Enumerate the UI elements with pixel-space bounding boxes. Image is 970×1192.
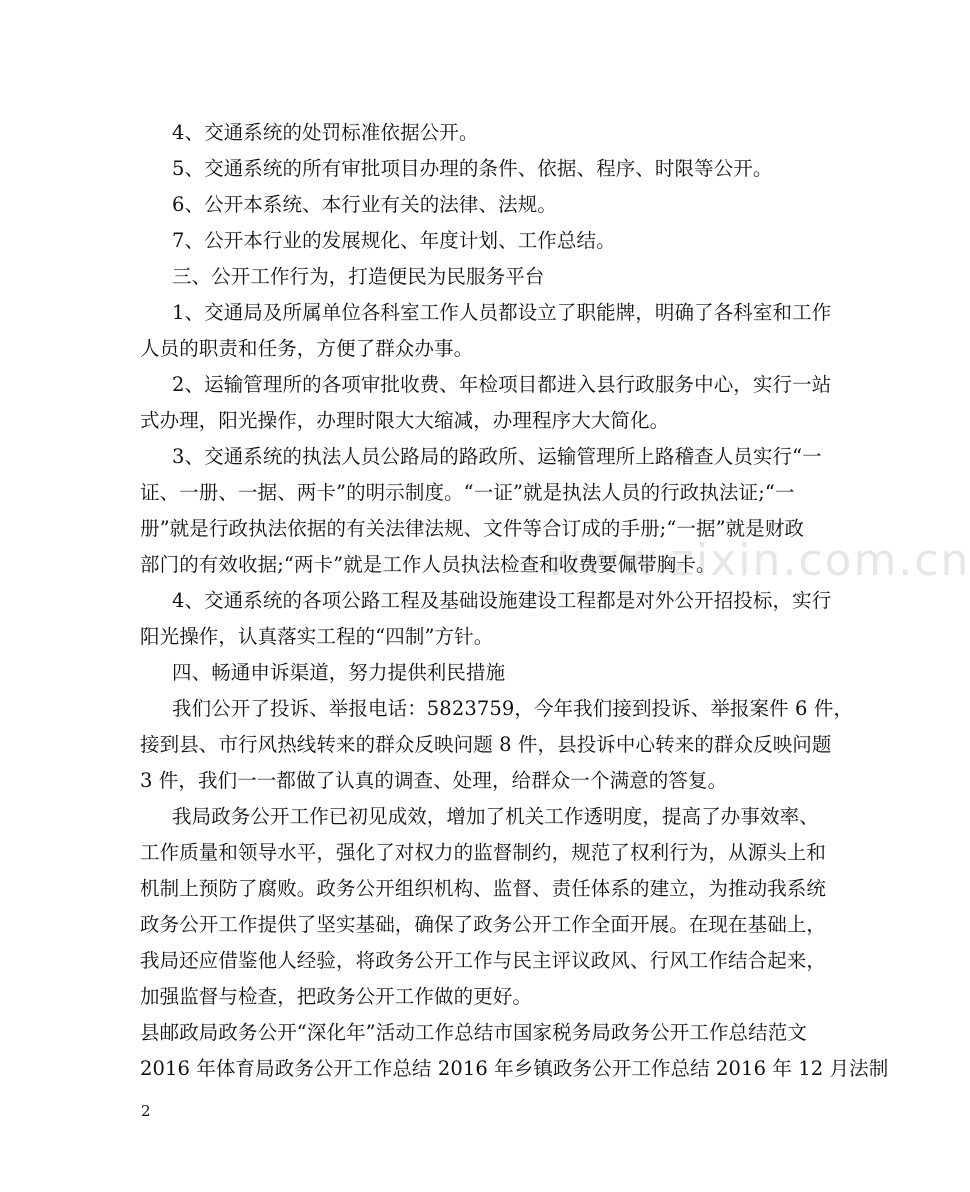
- paragraph-line: 接到县、市行风热线转来的群众反映问题 8 件，县投诉中心转来的群众反映问题: [140, 733, 832, 756]
- list-item-6: 6、公开本系统、本行业有关的法律、法规。: [172, 193, 557, 216]
- paragraph-line: 加强监督与检查，把政务公开工作做的更好。: [140, 985, 533, 1008]
- paragraph-line: 阳光操作，认真落实工程的“四制”方针。: [140, 625, 494, 648]
- paragraph-line: 我局还应借鉴他人经验，将政务公开工作与民主评议政风、行风工作结合起来，: [140, 949, 827, 972]
- page-number: 2: [141, 1102, 151, 1120]
- section-heading-3: 三、公开工作行为，打造便民为民服务平台: [172, 265, 545, 288]
- paragraph-line: 3 件，我们一一都做了认真的调查、处理，给群众一个满意的答复。: [140, 769, 728, 792]
- paragraph-line: 部门的有效收据;“两卡”就是工作人员执法检查和收费要佩带胸卡。: [140, 553, 716, 576]
- paragraph-line: 3、交通系统的执法人员公路局的路政所、运输管理所上路稽查人员实行“一: [172, 445, 822, 468]
- paragraph-line: 我局政务公开工作已初见成效，增加了机关工作透明度，提高了办事效率、: [172, 805, 819, 828]
- related-articles-line: 2016 年体育局政务公开工作总结 2016 年乡镇政务公开工作总结 2016 年 12 月法制: [140, 1057, 889, 1080]
- paragraph-line: 工作质量和领导水平，强化了对权力的监督制约，规范了权利行为，从源头上和: [140, 841, 827, 864]
- paragraph-line: 我们公开了投诉、举报电话：5823759，今年我们接到投诉、举报案件 6 件，: [172, 697, 854, 720]
- list-item-7: 7、公开本行业的发展规化、年度计划、工作总结。: [172, 229, 616, 252]
- paragraph-line: 4、交通系统的各项公路工程及基础设施建设工程都是对外公开招投标，实行: [172, 589, 832, 612]
- related-articles-line: 县邮政局政务公开“深化年”活动工作总结市国家税务局政务公开工作总结范文: [140, 1021, 807, 1044]
- paragraph-line: 册”就是行政执法依据的有关法律法规、文件等合订成的手册;“一据”就是财政: [140, 517, 805, 540]
- paragraph-line: 政务公开工作提供了坚实基础，确保了政务公开工作全面开展。在现在基础上，: [140, 913, 827, 936]
- paragraph-line: 1、交通局及所属单位各科室工作人员都设立了职能牌，明确了各科室和工作: [172, 301, 832, 324]
- paragraph-line: 机制上预防了腐败。政务公开组织机构、监督、责任体系的建立，为推动我系统: [140, 877, 827, 900]
- paragraph-line: 2、运输管理所的各项审批收费、年检项目都进入县行政服务中心，实行一站: [172, 373, 832, 396]
- paragraph-line: 人员的职责和任务，方便了群众办事。: [140, 337, 474, 360]
- paragraph-line: 式办理，阳光操作，办理时限大大缩减，办理程序大大简化。: [140, 409, 670, 432]
- section-heading-4: 四、畅通申诉渠道，努力提供利民措施: [172, 661, 506, 684]
- watermark: www.zixin.com.cn: [545, 535, 970, 586]
- list-item-5: 5、交通系统的所有审批项目办理的条件、依据、程序、时限等公开。: [172, 157, 773, 180]
- paragraph-line: 证、一册、一据、两卡”的明示制度。“一证”就是执法人员的行政执法证;“一: [140, 481, 795, 504]
- list-item-4: 4、交通系统的处罚标准依据公开。: [172, 121, 479, 144]
